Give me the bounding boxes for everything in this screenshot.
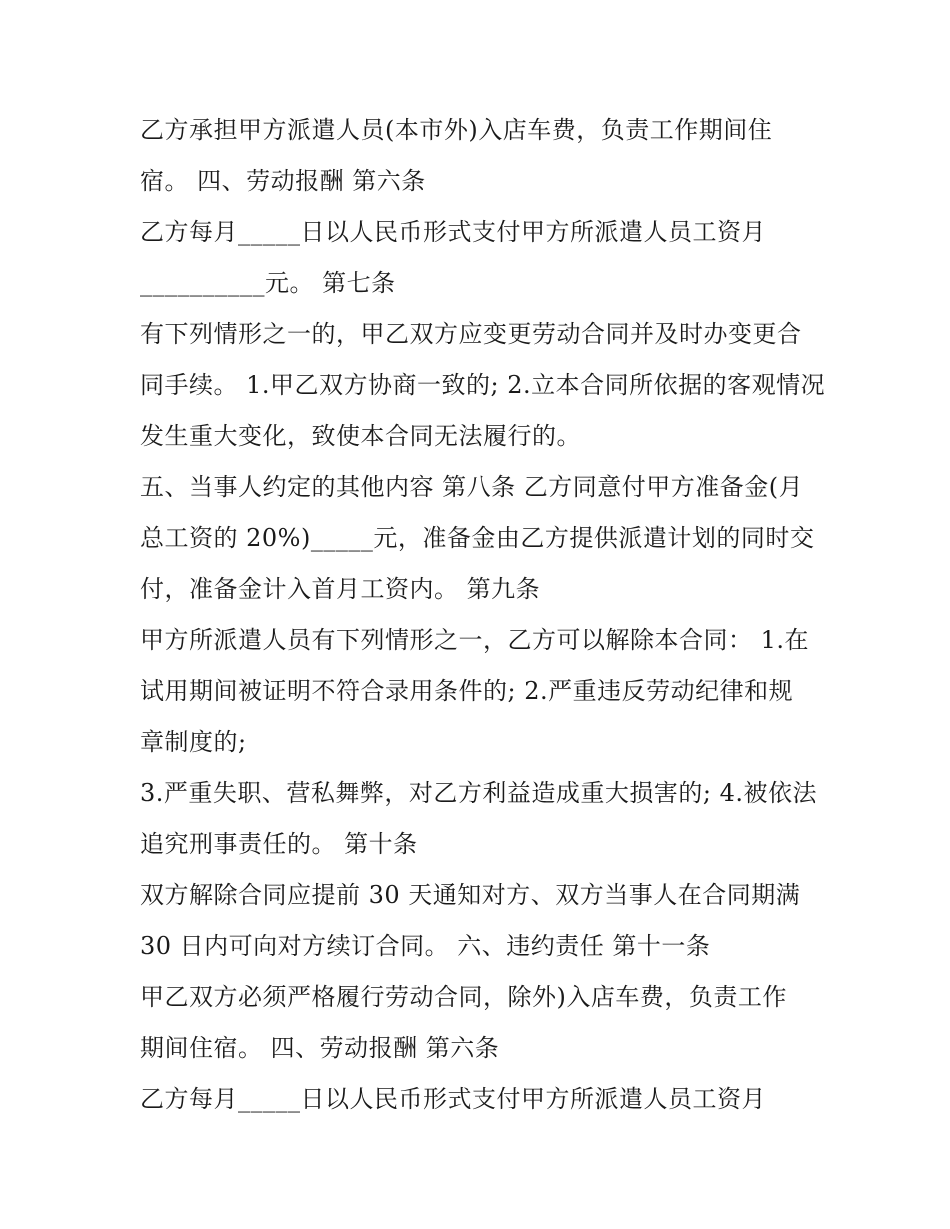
text-line: __________元。 第七条 bbox=[140, 269, 396, 297]
text-line: 发生重大变化，致使本合同无法履行的。 bbox=[140, 422, 581, 450]
text-line: 宿。 四、劳动报酬 第六条 bbox=[140, 167, 426, 195]
text-line: 乙方每月_____日以人民币形式支付甲方所派遣人员工资月 bbox=[140, 1085, 766, 1113]
text-line: 总工资的 20%)_____元，准备金由乙方提供派遣计划的同时交 bbox=[140, 524, 815, 552]
text-line: 付，准备金计入首月工资内。 第九条 bbox=[140, 575, 541, 603]
text-line: 试用期间被证明不符合录用条件的; 2.严重违反劳动纪律和规 bbox=[140, 677, 794, 705]
text-line: 有下列情形之一的，甲乙双方应变更劳动合同并及时办变更合 bbox=[140, 320, 802, 348]
text-line: 甲乙双方必须严格履行劳动合同，除外)入店车费，负责工作 bbox=[140, 983, 787, 1011]
text-line: 期间住宿。 四、劳动报酬 第六条 bbox=[140, 1034, 500, 1062]
text-line: 30 日内可向对方续订合同。 六、违约责任 第十一条 bbox=[140, 932, 711, 960]
text-line: 追究刑事责任的。 第十条 bbox=[140, 830, 418, 858]
text-line: 3.严重失职、营私舞弊，对乙方利益造成重大损害的; 4.被依法 bbox=[140, 779, 818, 807]
text-line: 章制度的; bbox=[140, 728, 247, 756]
text-line: 乙方承担甲方派遣人员(本市外)入店车费，负责工作期间住 bbox=[140, 116, 773, 144]
text-line: 乙方每月_____日以人民币形式支付甲方所派遣人员工资月 bbox=[140, 218, 766, 246]
text-line: 双方解除合同应提前 30 天通知对方、双方当事人在合同期满 bbox=[140, 881, 801, 909]
text-line: 五、当事人约定的其他内容 第八条 乙方同意付甲方准备金(月 bbox=[140, 473, 804, 501]
text-line: 甲方所派遣人员有下列情形之一，乙方可以解除本合同： 1.在 bbox=[140, 626, 810, 654]
text-line: 同手续。 1.甲乙双方协商一致的; 2.立本合同所依据的客观情况 bbox=[140, 371, 826, 399]
